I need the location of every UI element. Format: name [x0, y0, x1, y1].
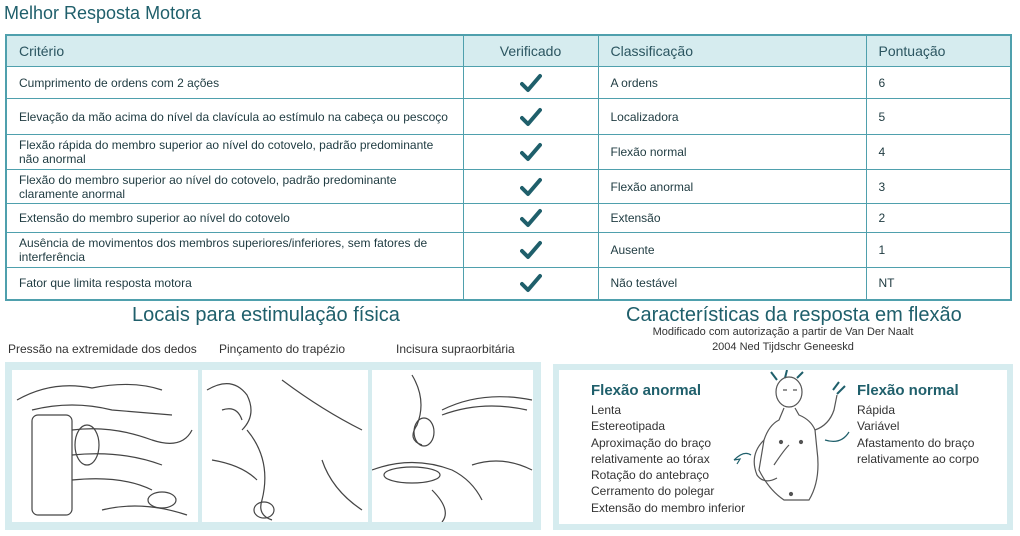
verified-cell — [463, 170, 598, 204]
verified-cell — [463, 233, 598, 268]
list-item: Lenta — [591, 403, 622, 417]
classificacao-cell: A ordens — [598, 67, 866, 99]
caption-supraorbital: Incisura supraorbitária — [396, 342, 515, 356]
table-row — [6, 99, 1011, 135]
list-item: Extensão do membro inferior — [591, 500, 746, 515]
list-item: Afastamento do braço — [857, 435, 975, 450]
classificacao-cell: Flexão anormal — [598, 170, 866, 204]
classificacao-cell: Extensão — [598, 204, 866, 233]
verified-cell — [463, 67, 598, 99]
flexion-title: Características da resposta em flexão — [626, 304, 962, 326]
header-criterio: Critério — [6, 35, 463, 67]
criterio-cell: Extensão do membro superior ao nível do cotovelo — [6, 204, 463, 233]
header-classificacao: Classificação — [598, 35, 866, 67]
criterio-cell: Flexão do membro superior ao nível do cotovelo, padrão predominante claramente anormal — [6, 170, 463, 204]
table-row — [6, 67, 1011, 99]
checkmark-icon — [464, 73, 598, 93]
header-pontuacao: Pontuação — [866, 35, 1011, 67]
checkmark-icon — [464, 142, 598, 162]
flexion-subtitle-line1: Modificado com autorização a partir de Van Der Naalt — [652, 326, 914, 338]
pontuacao-cell: 2 — [866, 204, 1011, 233]
table-row — [6, 135, 1011, 170]
table-row — [6, 268, 1011, 300]
flexion-subtitle-line2: 2004 Ned Tijdschr Geneeskd — [712, 341, 854, 353]
caption-trapezius: Pinçamento do trapézio — [219, 342, 346, 356]
stimulation-title: Locais para estimulação física — [132, 304, 400, 326]
trapezius-pinch-illustration — [202, 370, 368, 522]
classificacao-cell: Localizadora — [598, 99, 866, 135]
header-verificado: Verificado — [463, 35, 598, 67]
caption-fingertip: Pressão na extremidade dos dedos — [8, 342, 197, 356]
checkmark-icon — [464, 240, 598, 260]
criterio-cell: Fator que limita resposta motora — [6, 268, 463, 300]
list-item: Cerramento do polegar — [591, 484, 715, 499]
checkmark-icon — [464, 208, 598, 228]
classificacao-cell: Flexão normal — [598, 135, 866, 170]
verified-cell — [463, 204, 598, 233]
stimulation-images-frame — [5, 362, 541, 530]
table-row — [6, 233, 1011, 268]
checkmark-icon — [464, 177, 598, 197]
table-header-row — [6, 35, 1011, 67]
flexion-characteristics-frame — [553, 364, 1013, 530]
list-item: Rotação do antebraço — [591, 468, 710, 483]
fingertip-pressure-illustration — [12, 370, 198, 522]
list-item: Estereotipada — [591, 419, 666, 434]
table-row — [6, 170, 1011, 204]
normal-flexion-heading: Flexão normal — [857, 382, 959, 399]
pontuacao-cell: NT — [866, 268, 1011, 300]
criterio-cell: Ausência de movimentos dos membros superiores/inferiores, sem fatores de interferência — [6, 233, 463, 268]
pontuacao-cell: 3 — [866, 170, 1011, 204]
patient-figure-illustration — [729, 370, 859, 524]
checkmark-icon — [464, 273, 598, 293]
pontuacao-cell: 5 — [866, 99, 1011, 135]
classificacao-cell: Ausente — [598, 233, 866, 268]
verified-cell — [463, 99, 598, 135]
abnormal-flexion-list — [591, 402, 745, 516]
list-item: Variável — [857, 419, 900, 434]
pontuacao-cell: 6 — [866, 67, 1011, 99]
normal-flexion-list — [857, 402, 979, 467]
criterio-cell: Cumprimento de ordens com 2 ações — [6, 67, 463, 99]
list-item: Aproximação do braço — [591, 435, 712, 450]
supraorbital-notch-illustration — [372, 370, 533, 522]
verified-cell — [463, 268, 598, 300]
abnormal-flexion-heading: Flexão anormal — [591, 382, 702, 399]
checkmark-icon — [464, 107, 598, 127]
list-item: relativamente ao tórax — [591, 451, 710, 466]
page-title: Melhor Resposta Motora — [4, 3, 202, 23]
criterio-cell: Flexão rápida do membro superior ao nível do cotovelo, padrão predominante não anormal — [6, 135, 463, 170]
table-row — [6, 204, 1011, 233]
list-item: relativamente ao corpo — [857, 451, 980, 466]
pontuacao-cell: 4 — [866, 135, 1011, 170]
criterio-cell: Elevação da mão acima do nível da clavícula ao estímulo na cabeça ou pescoço — [6, 99, 463, 135]
list-item: Rápida — [857, 403, 896, 417]
verified-cell — [463, 135, 598, 170]
classificacao-cell: Não testável — [598, 268, 866, 300]
pontuacao-cell: 1 — [866, 233, 1011, 268]
flexion-characteristics-panel — [559, 370, 1007, 524]
motor-response-table — [5, 34, 1012, 301]
